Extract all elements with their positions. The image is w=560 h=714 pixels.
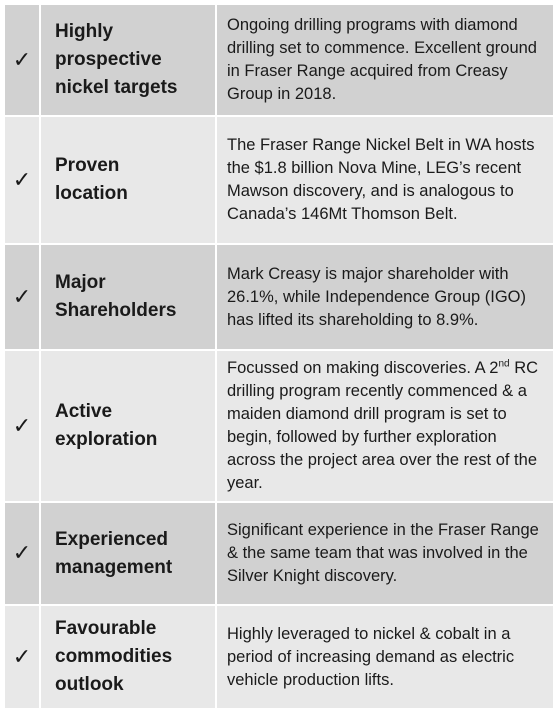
row-heading-line: management: [55, 556, 173, 578]
row-heading-line: Favourable: [55, 618, 157, 639]
row-heading-line: Proven: [55, 155, 120, 176]
row-heading-line: commodities: [55, 646, 173, 667]
checkmark-icon: ✓: [4, 244, 40, 350]
row-heading-line: Highly: [55, 21, 114, 42]
table-row: [4, 244, 554, 350]
row-heading-line: Shareholders: [55, 300, 177, 321]
row-heading-line: nickel targets: [55, 77, 178, 98]
row-heading: [40, 605, 216, 709]
highlights-table: [3, 3, 555, 710]
row-description: Highly leveraged to nickel & cobalt in a period of increasing demand as electric vehicle production lifts.: [216, 605, 554, 709]
row-heading-line: outlook: [55, 674, 124, 695]
checkmark-icon: ✓: [4, 4, 40, 116]
row-description-text: RC drilling program recently commenced & a maiden diamond drill program is set to begin, followed by further exploration across the project area over the rest of the year.: [227, 359, 539, 492]
row-heading: [40, 502, 216, 605]
row-heading-line: location: [55, 183, 128, 204]
row-heading-line: Active: [55, 401, 113, 422]
table-row: [4, 502, 554, 605]
table-row: [4, 116, 554, 244]
row-heading: [40, 4, 216, 116]
table-row: [4, 350, 554, 502]
checkmark-icon: ✓: [4, 116, 40, 244]
table-row: [4, 4, 554, 116]
row-heading: [40, 116, 216, 244]
row-description: Mark Creasy is major shareholder with 26.1%, while Independence Group (IGO) has lifted its shareholding to 8.9%.: [216, 244, 554, 350]
row-description-text: Focussed on making discoveries. A 2: [227, 359, 499, 377]
row-heading-line: Experienced: [55, 528, 168, 550]
ordinal-suffix: nd: [498, 358, 510, 370]
row-description: Significant experience in the Fraser Range & the same team that was involved in the Silver Knight discovery.: [216, 502, 554, 605]
row-heading-line: prospective: [55, 49, 162, 70]
row-heading-line: Major: [55, 272, 106, 293]
checkmark-icon: ✓: [4, 350, 40, 502]
row-description: The Fraser Range Nickel Belt in WA hosts the $1.8 billion Nova Mine, LEG’s recent Mawson discovery, and is analogous to Canada’s 146Mt Thomson Belt.: [216, 116, 554, 244]
row-heading: [40, 350, 216, 502]
row-description: [216, 350, 554, 502]
checkmark-icon: ✓: [4, 502, 40, 605]
row-description: Ongoing drilling programs with diamond drilling set to commence. Excellent ground in Fraser Range acquired from Creasy Group in 2018.: [216, 4, 554, 116]
checkmark-icon: ✓: [4, 605, 40, 709]
row-heading-line: exploration: [55, 429, 158, 450]
row-heading: [40, 244, 216, 350]
table-row: [4, 605, 554, 709]
